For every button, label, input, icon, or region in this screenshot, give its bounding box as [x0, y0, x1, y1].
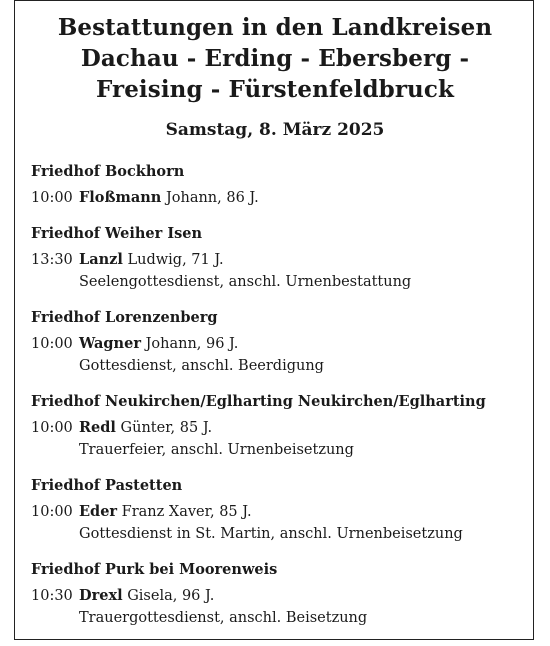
service-details: Trauerfeier, anschl. Urnenbeisetzung: [79, 442, 354, 458]
deceased-surname: Eder: [79, 503, 118, 520]
deceased-surname: Wagner: [79, 335, 141, 352]
cemetery-list: [31, 161, 536, 643]
burial-entry: [31, 249, 536, 271]
cemetery-name: Friedhof Neukirchen/Eglharting Neukirchen/Eglharting: [31, 393, 486, 410]
cemetery-section: [31, 223, 536, 293]
cemetery-section: [31, 307, 536, 377]
cemetery-name: Friedhof Weiher Isen: [31, 225, 203, 242]
deceased-details: Johann, 96 J.: [145, 336, 239, 352]
title-line: Freising - Fürstenfeldbruck: [95, 76, 455, 103]
deceased-details: Franz Xaver, 85 J.: [121, 504, 252, 520]
burial-entry: [31, 417, 536, 439]
cemetery-section: [31, 559, 536, 629]
service-details: Gottesdienst, anschl. Beerdigung: [79, 358, 324, 374]
deceased-surname: Floßmann: [79, 189, 162, 206]
burial-time: 10:00: [31, 190, 73, 206]
cemetery-section: [31, 161, 536, 209]
cemetery-section: [31, 391, 536, 461]
service-details: Trauergottesdienst, anschl. Beisetzung: [79, 610, 368, 626]
service-details: Gottesdienst in St. Martin, anschl. Urnenbeisetzung: [79, 526, 463, 542]
deceased-details: Gisela, 96 J.: [127, 588, 215, 604]
notice-date: Samstag, 8. März 2025: [165, 120, 385, 140]
cemetery-name: Friedhof Lorenzenberg: [31, 309, 218, 326]
page-title: [0, 12, 550, 105]
burial-time: 10:00: [31, 336, 73, 352]
burial-entry: [31, 187, 536, 209]
deceased-details: Günter, 85 J.: [120, 420, 213, 436]
cemetery-name: Friedhof Pastetten: [31, 477, 183, 494]
service-details: Seelengottesdienst, anschl. Urnenbestattung: [79, 274, 412, 290]
title-line: Bestattungen in den Landkreisen: [57, 14, 493, 41]
burial-entry: [31, 585, 536, 607]
deceased-details: Johann, 86 J.: [165, 190, 259, 206]
burial-entry: [31, 333, 536, 355]
title-line: Dachau - Erding - Ebersberg -: [80, 45, 470, 72]
deceased-surname: Lanzl: [79, 251, 123, 268]
deceased-surname: Drexl: [79, 587, 123, 604]
burial-time: 10:00: [31, 420, 73, 436]
cemetery-section: [31, 475, 536, 545]
burial-time: 10:00: [31, 504, 73, 520]
burial-time: 13:30: [31, 252, 73, 268]
burial-time: 10:30: [31, 588, 73, 604]
burial-entry: [31, 501, 536, 523]
cemetery-name: Friedhof Purk bei Moorenweis: [31, 561, 278, 578]
deceased-surname: Redl: [79, 419, 116, 436]
cemetery-name: Friedhof Bockhorn: [31, 163, 185, 180]
deceased-details: Ludwig, 71 J.: [127, 252, 224, 268]
